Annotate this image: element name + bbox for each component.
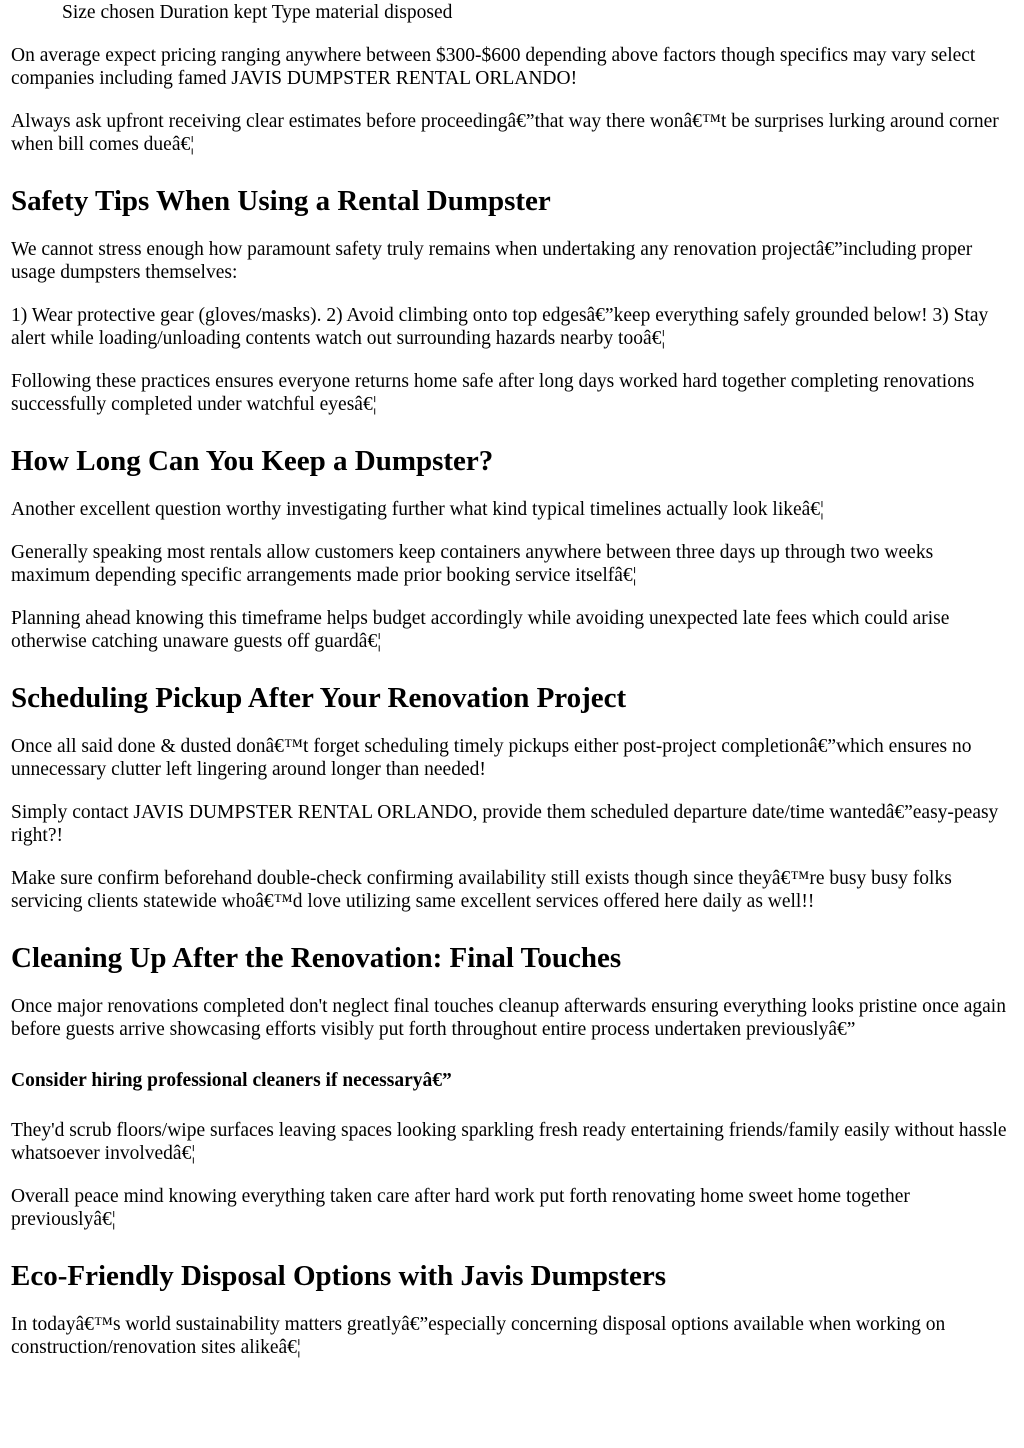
paragraph: Planning ahead knowing this timeframe helps budget accordingly while avoiding unexpected late fees which could arise otherwise catching unaware guests off guardâ€¦ (11, 608, 950, 652)
subheading: Consider hiring professional cleaners if necessaryâ€” (11, 1070, 452, 1091)
paragraph: 1) Wear protective gear (gloves/masks). 2) Avoid climbing onto top edgesâ€”keep everything safely grounded below! 3) Stay alert while loading/unloading contents watch out surrounding hazards nearby tooâ€¦ (11, 305, 989, 349)
paragraph: Another excellent question worthy investigating further what kind typical timelines actually look likeâ€¦ (11, 499, 824, 520)
section-heading: Eco-Friendly Disposal Options with Javis Dumpsters (11, 1260, 666, 1292)
section-heading: Scheduling Pickup After Your Renovation Project (11, 682, 627, 714)
paragraph: They'd scrub floors/wipe surfaces leaving spaces looking sparkling fresh ready entertaining friends/family easily without hassle whatsoever involvedâ€¦ (11, 1120, 1007, 1164)
paragraph: Following these practices ensures everyone returns home safe after long days worked hard together completing renovations successfully completed under watchful eyesâ€¦ (11, 371, 975, 415)
paragraph: We cannot stress enough how paramount safety truly remains when undertaking any renovation projectâ€”including proper usage dumpsters themselves: (11, 239, 973, 283)
paragraph: Simply contact JAVIS DUMPSTER RENTAL ORLANDO, provide them scheduled departure date/time wantedâ€”easy-peasy right?! (11, 802, 999, 846)
paragraph: Make sure confirm beforehand double-check confirming availability still exists though since theyâ€™re busy busy folks servicing clients statewide whoâ€™d love utilizing same excellent services offered here daily as well!! (11, 868, 952, 912)
document-page (0, 2, 1024, 1448)
section-heading: Safety Tips When Using a Rental Dumpster (11, 185, 551, 217)
paragraph: Always ask upfront receiving clear estimates before proceedingâ€”that way there wonâ€™t be surprises lurking around corner when bill comes dueâ€¦ (11, 111, 999, 155)
paragraph: Once all said done & dusted donâ€™t forget scheduling timely pickups either post-project completionâ€”which ensures no unnecessary clutter left lingering around longer than needed! (11, 736, 972, 780)
paragraph: In todayâ€™s world sustainability matters greatlyâ€”especially concerning disposal options available when working on construction/renovation sites alikeâ€¦ (11, 1314, 946, 1358)
paragraph: Once major renovations completed don't neglect final touches cleanup afterwards ensuring everything looks pristine once again before guests arrive showcasing efforts visibly put forth throughout entire process undertaken previouslyâ€” (11, 996, 1006, 1040)
paragraph: On average expect pricing ranging anywhere between $300-$600 depending above factors though specifics may vary select companies including famed JAVIS DUMPSTER RENTAL ORLANDO! (11, 45, 976, 89)
paragraph: Generally speaking most rentals allow customers keep containers anywhere between three days up through two weeks maximum depending specific arrangements made prior booking service itselfâ€¦ (11, 542, 934, 586)
paragraph: Overall peace mind knowing everything taken care after hard work put forth renovating home sweet home together previouslyâ€¦ (11, 1186, 910, 1230)
section-heading: Cleaning Up After the Renovation: Final Touches (11, 942, 622, 974)
list-item-text: Size chosen Duration kept Type material disposed (62, 2, 453, 23)
section-heading: How Long Can You Keep a Dumpster? (11, 445, 494, 477)
